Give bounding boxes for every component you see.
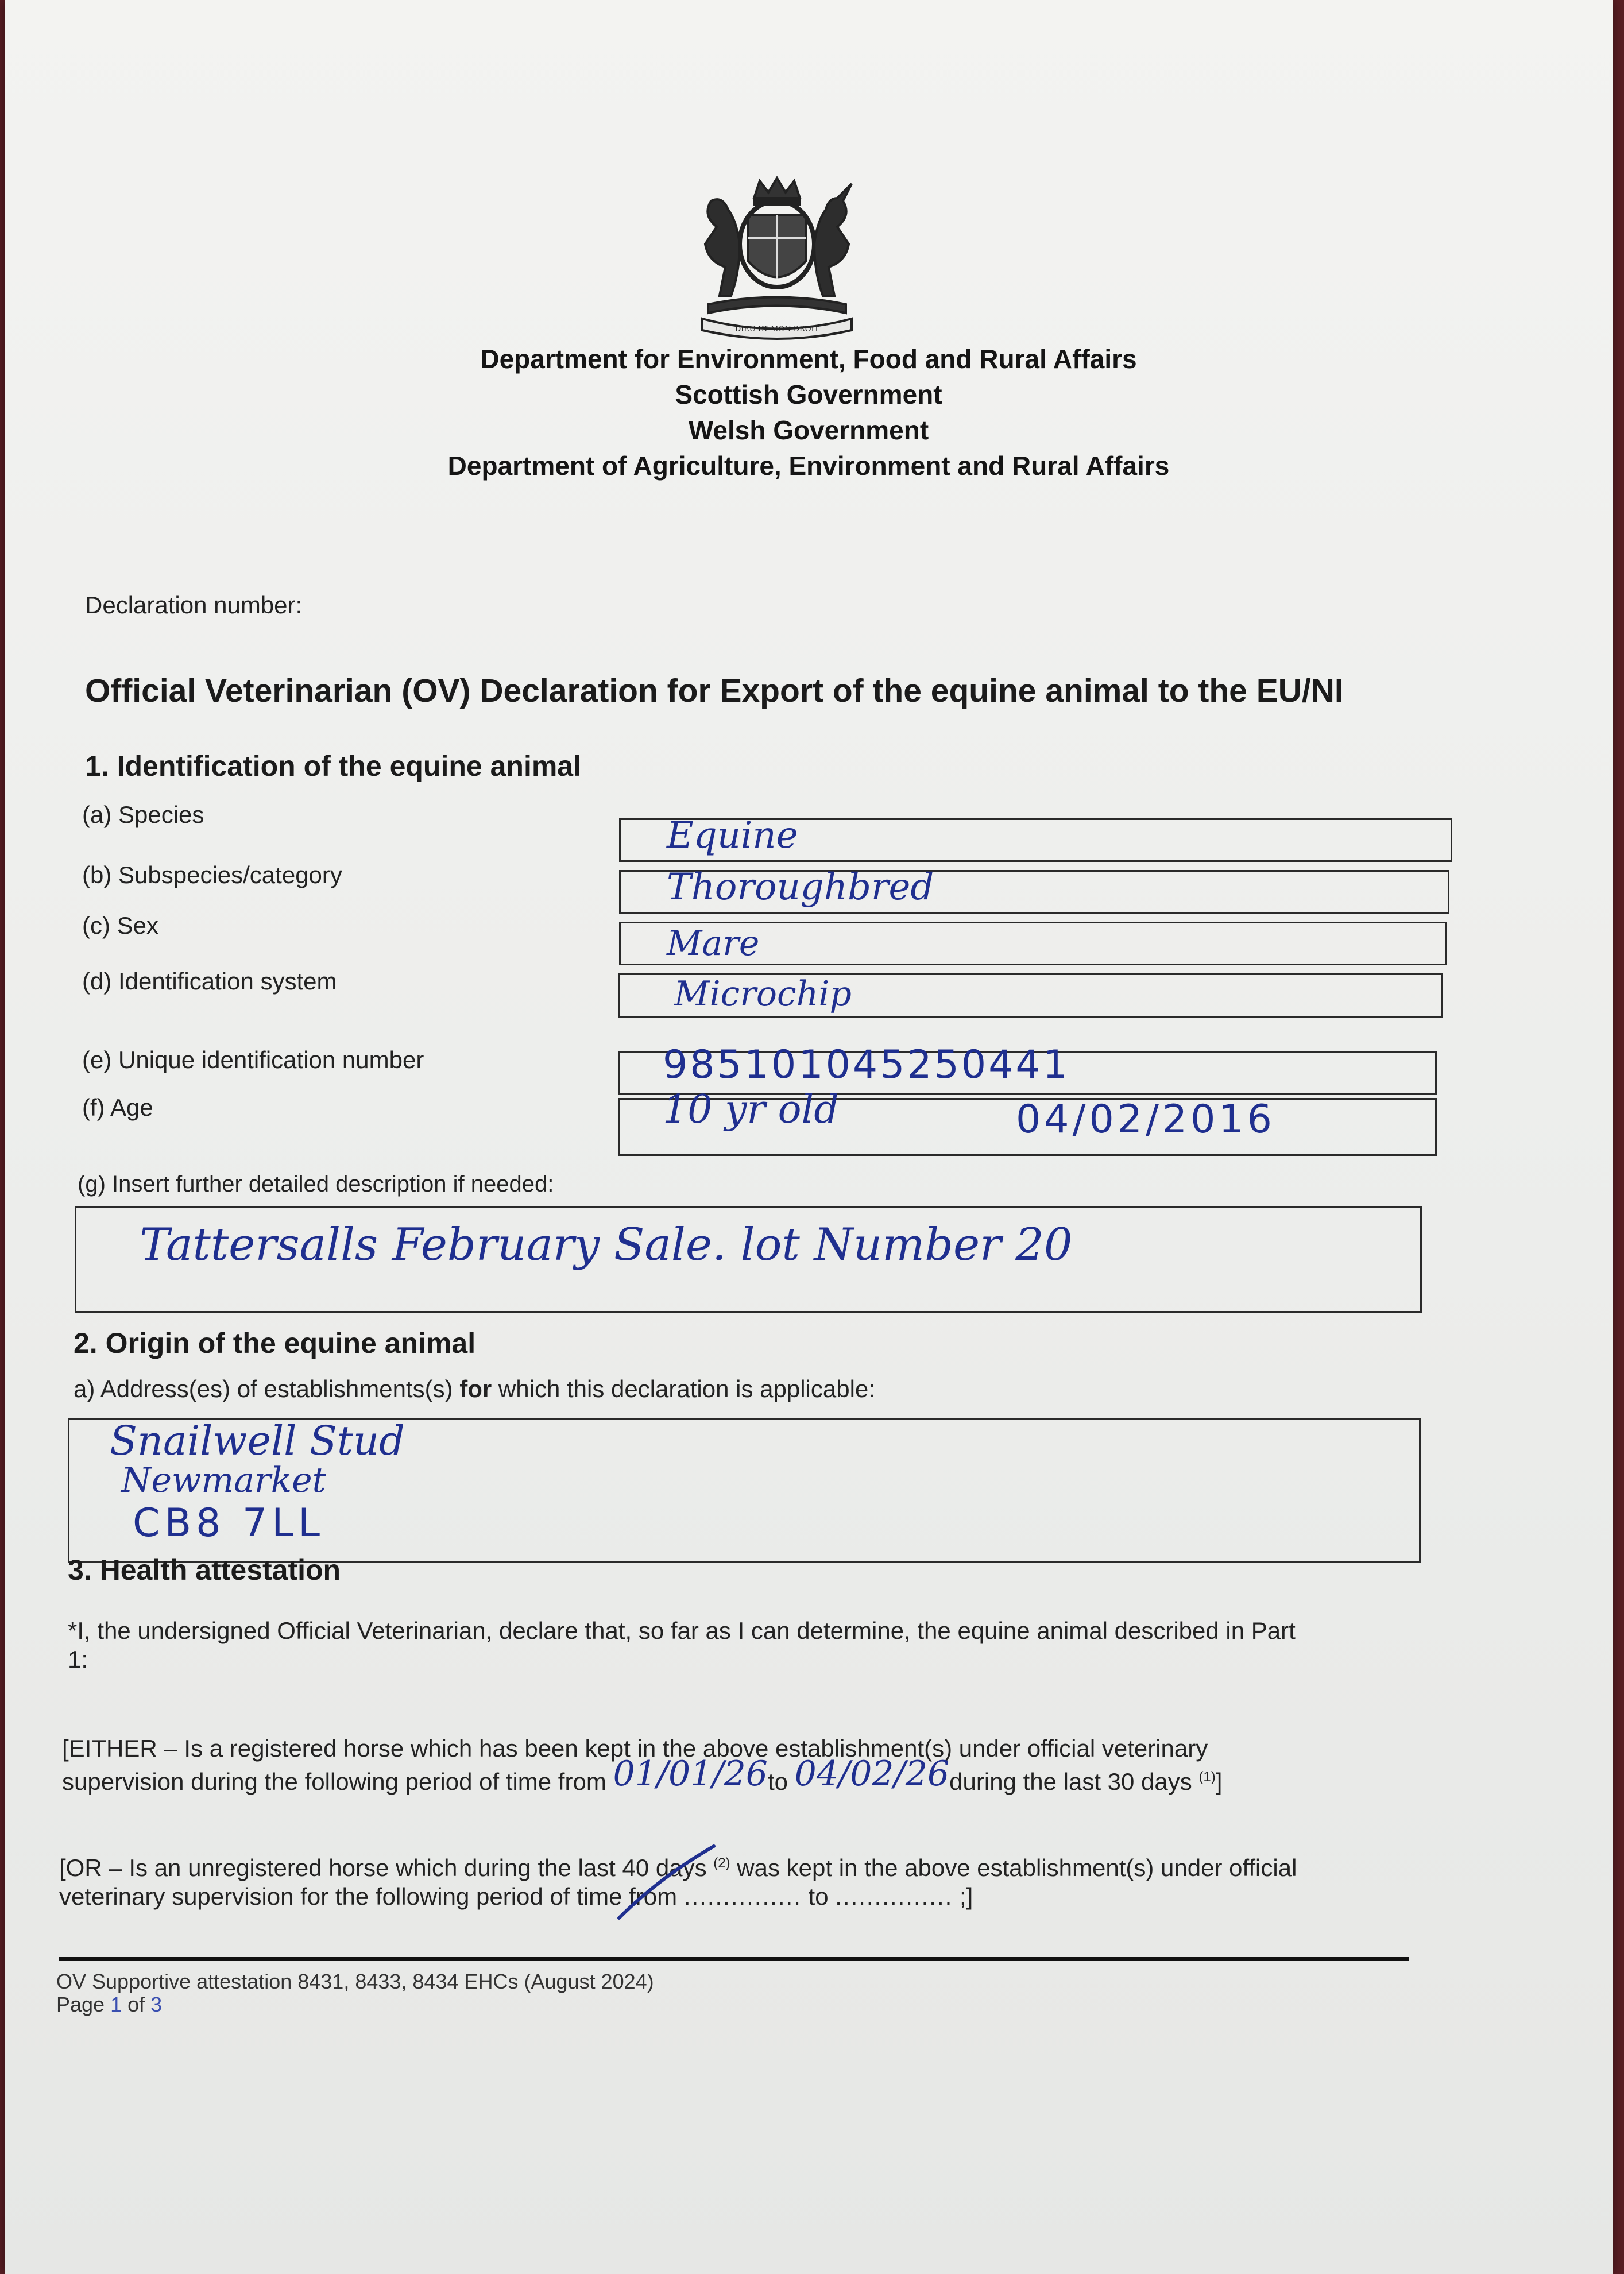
subspecies-label: (b) Subspecies/category (82, 861, 342, 888)
strike-through-mark (608, 1838, 722, 1924)
id-system-value: Microchip (674, 974, 852, 1014)
or-clause: [OR – Is an unregistered horse which during the last 40 days $^{(2)}$ was kept in the above establishment(s) under official veterinary supervision for the following period of time from ............... to ............... ;] (59, 1854, 1297, 1910)
either-to-date: 04/02/26 (794, 1754, 950, 1794)
age-field[interactable] (618, 1087, 1437, 1156)
description-label: (g) Insert further detailed description if needed: (78, 1171, 554, 1197)
description-value: Tattersalls February Sale. lot Number 20 (140, 1219, 1073, 1271)
address-line-3: CB8 7LL (133, 1500, 325, 1546)
royal-coat-of-arms-icon (679, 175, 875, 342)
description-field[interactable] (75, 1206, 1422, 1313)
uid-label: (e) Unique identification number (82, 1046, 424, 1073)
header-scottish-gov: Scottish Government (675, 380, 942, 409)
document-page (5, 0, 1613, 2274)
either-clause: [EITHER – Is a registered horse which has been kept in the above establishment(s) under official veterinary supervision during the following period of time from 01/01/26to 04/02/26during the last 30 days $^{(1)}$] (62, 1735, 1223, 1795)
svg-text:DIEU ET MON DROIT: DIEU ET MON DROIT (734, 325, 819, 334)
subspecies-field[interactable] (619, 866, 1449, 914)
footer-divider (59, 1957, 1409, 1961)
footer-reference: OV Supportive attestation 8431, 8433, 8434 EHCs (August 2024) (56, 1970, 654, 1993)
species-field[interactable] (619, 814, 1452, 862)
address-line-1: Snailwell Stud (110, 1417, 405, 1464)
sex-label: (c) Sex (82, 912, 159, 939)
header-defra: Department for Environment, Food and Rural Affairs (480, 344, 1137, 374)
species-label: (a) Species (82, 801, 204, 828)
section-1-heading: 1. Identification of the equine animal (85, 750, 581, 782)
age-value: 10 yr old (663, 1087, 839, 1132)
header-daera: Department of Agriculture, Environment and Rural Affairs (447, 451, 1170, 481)
subspecies-value: Thoroughbred (667, 866, 934, 908)
page-title: Official Veterinarian (OV) Declaration for Export of the equine animal to the EU/NI (85, 672, 1344, 709)
address-field[interactable] (68, 1418, 1421, 1563)
section-3-heading: 3. Health attestation (68, 1554, 341, 1586)
attestation-intro: *I, the undersigned Official Veterinarian, declare that, so far as I can determine, the equine animal described in Part 1: (68, 1617, 1296, 1673)
id-system-label: (d) Identification system (82, 968, 337, 995)
declaration-number-label: Declaration number: (85, 591, 303, 618)
page-number: Page 1 of 3 (56, 1993, 163, 2016)
species-value: Equine (667, 814, 798, 857)
sex-field[interactable] (619, 922, 1447, 965)
sex-value: Mare (667, 923, 760, 964)
address-label: a) Address(es) of establishments(s) for which this declaration is applicable: (74, 1375, 875, 1402)
id-system-field[interactable] (618, 973, 1443, 1018)
uid-value: 985101045250441 (663, 1042, 1070, 1088)
birth-date-value: 04/02/2016 (1016, 1097, 1275, 1142)
header-welsh-gov: Welsh Government (688, 415, 929, 445)
age-label: (f) Age (82, 1094, 153, 1121)
address-line-2: Newmarket (121, 1460, 326, 1500)
section-2-heading: 2. Origin of the equine animal (74, 1327, 476, 1359)
either-from-date: 01/01/26 (613, 1754, 768, 1794)
